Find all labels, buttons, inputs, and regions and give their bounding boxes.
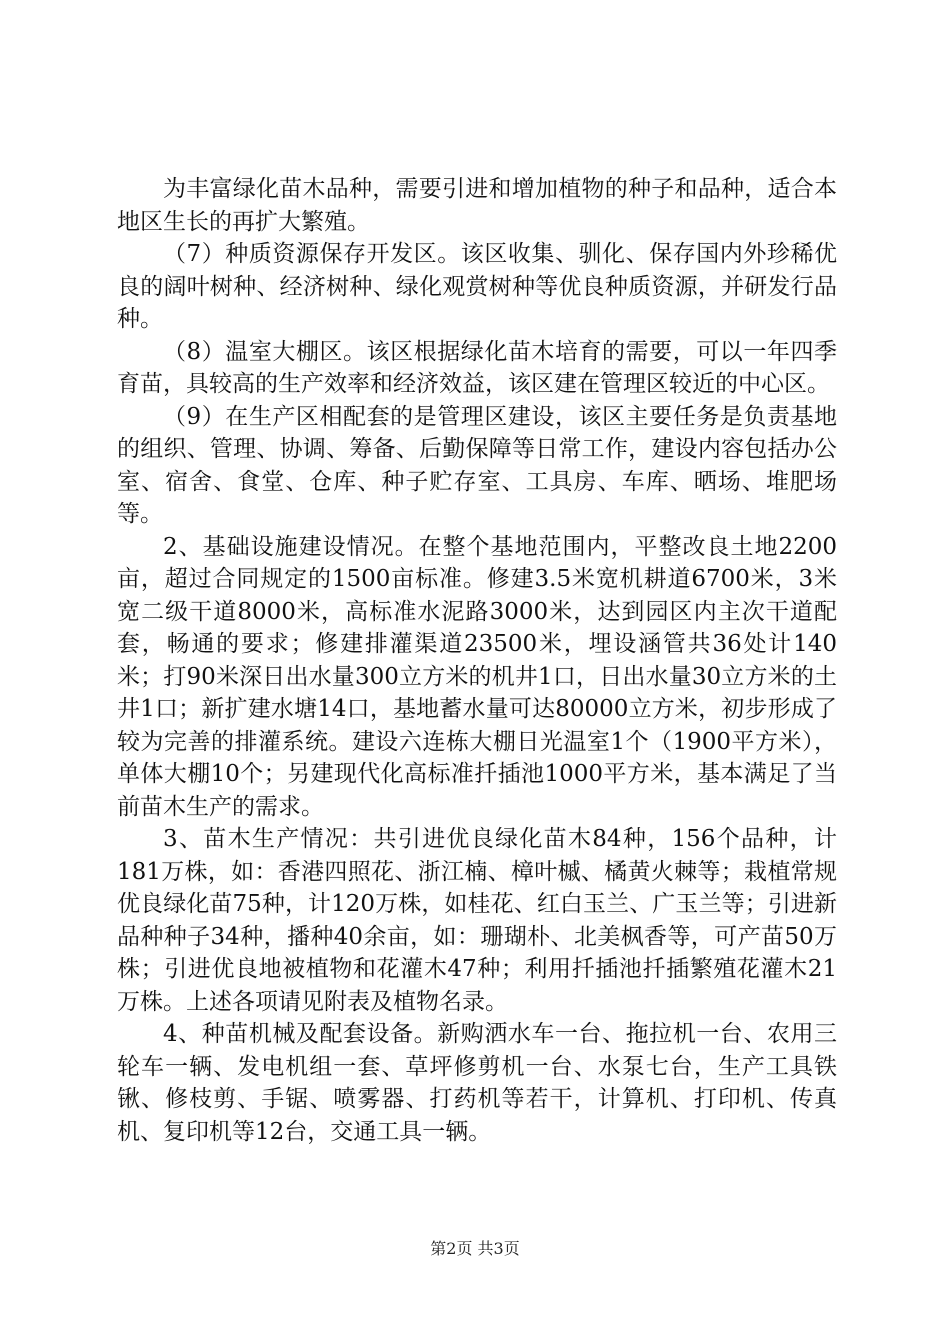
paragraph-infrastructure: 2、基础设施建设情况。在整个基地范围内，平整改良土地2200亩，超过合同规定的1500亩标准。修建3.5米宽机耕道6700米，3米宽二级干道8000米，高标准水泥路3000米，达到园区内主次干道配套，畅通的要求；修建排灌渠道23500米，埋设涵管共36处计140米；打90米深日出水量300立方米的机井1口，日出水量30立方米的土井1口；新扩建水塘14口，基地蓄水量可达80000立方米，初步形成了较为完善的排灌系统。建设六连栋大棚日光温室1个（1900平方米），单体大棚10个；另建现代化高标准扦插池1000平方米，基本满足了当前苗木生产的需求。 xyxy=(117,533,837,820)
paragraph-machinery: 4、种苗机械及配套设备。新购洒水车一台、拖拉机一台、农用三轮车一辆、发电机组一套、草坪修剪机一台、水泵七台，生产工具铁锹、修枝剪、手锯、喷雾器、打药机等若干，计算机、打印机、传真机、复印机等12台，交通工具一辆。 xyxy=(117,1021,837,1145)
paragraph-seedling-production: 3、苗木生产情况：共引进优良绿化苗木84种，156个品种，计181万株，如：香港四照花、浙江楠、樟叶槭、橘黄火棘等；栽植常规优良绿化苗75种，计120万株，如桂花、红白玉兰、广玉兰等；引进新品种种子34种，播种40余亩，如：珊瑚朴、北美枫香等，可产苗50万株；引进优良地被植物和花灌木47种；利用扦插池扦插繁殖花灌木21万株。上述各项请见附表及植物名录。 xyxy=(117,826,837,1015)
document-body xyxy=(117,173,837,1148)
paragraph-item-8: （8）温室大棚区。该区根据绿化苗木培育的需要，可以一年四季育苗，具较高的生产效率和经济效益，该区建在管理区较近的中心区。 xyxy=(117,338,837,397)
page-footer: 第2页 共3页 xyxy=(430,1239,520,1258)
paragraph-intro: 为丰富绿化苗木品种，需要引进和增加植物的种子和品种，适合本地区生长的再扩大繁殖。 xyxy=(117,176,837,235)
paragraph-item-7: （7）种质资源保存开发区。该区收集、驯化、保存国内外珍稀优良的阔叶树种、经济树种、绿化观赏树种等优良种质资源，并研发行品种。 xyxy=(117,241,837,332)
paragraph-item-9: （9）在生产区相配套的是管理区建设，该区主要任务是负责基地的组织、管理、协调、筹备、后勤保障等日常工作，建设内容包括办公室、宿舍、食堂、仓库、种子贮存室、工具房、车库、晒场、堆肥场等。 xyxy=(117,403,837,527)
